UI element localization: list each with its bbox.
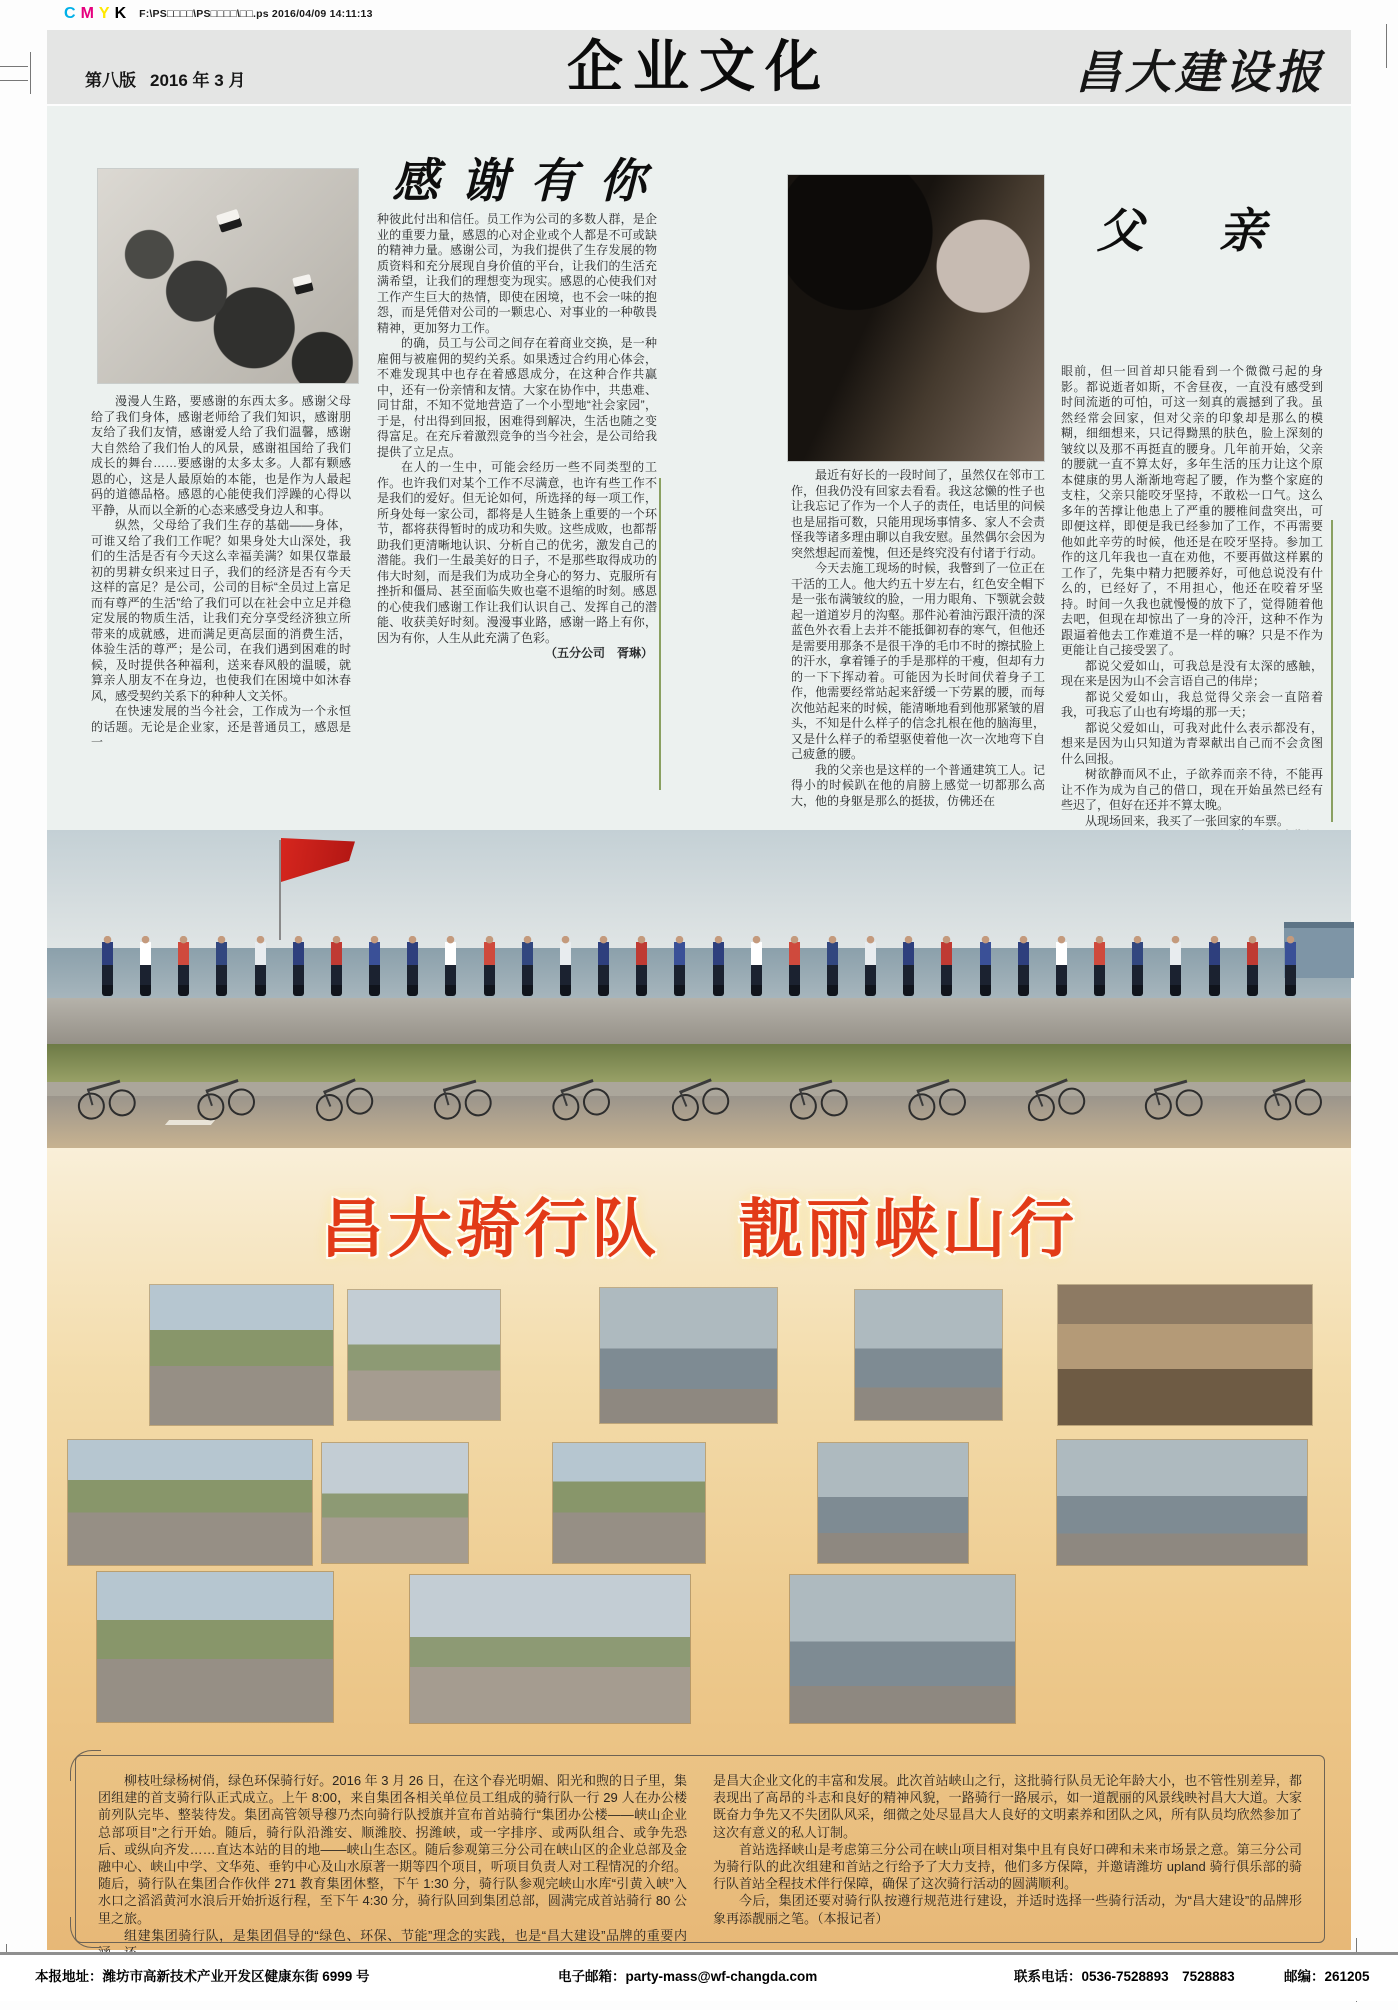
paragraph: 首站选择峡山是考虑第三分公司在峡山项目相对集中且有良好口碑和未来市场景之意。第三分公司为骑行队的此次组建和首站之行给予了大力支持，他们多方保障，并邀请潍坊 upland 骑行俱乐部的骑行队首站全程技术伴行保障，确保了这次骑行活动的圆满顺利。 (713, 1841, 1302, 1892)
promenade-wall (47, 998, 1351, 1046)
report-column-2 (713, 1772, 1302, 1926)
footer-postcode (1284, 1965, 1370, 1985)
bicycle-frame (1154, 1080, 1191, 1106)
footer-address-value: 潍坊市高新技术产业开发区健康东街 6999 号 (102, 1969, 370, 1984)
masthead (47, 30, 1351, 104)
yellow-mark: Y (98, 5, 110, 22)
footer-postcode-value: 261205 (1324, 1969, 1370, 1984)
cyclist-figure (1018, 936, 1029, 996)
footer-address-label: 本报地址： (35, 1969, 103, 1984)
bicycle-frame (443, 1080, 480, 1106)
cyclist-figure (407, 936, 418, 996)
cyclist-figure (178, 936, 189, 996)
feature-section (47, 1148, 1351, 1950)
cyclist-figure (484, 936, 495, 996)
edition-and-date (85, 66, 259, 91)
section-title: 企业文化 (567, 35, 831, 98)
cyclist-figure (827, 936, 838, 996)
bicycle-icon (431, 1073, 493, 1121)
crop-mark (30, 52, 31, 94)
paragraph: 从现场回来，我买了一张回家的车票。 (1085, 813, 1290, 828)
bicycle-frame (917, 1079, 955, 1106)
cyclist-figure (980, 936, 991, 996)
footer-phone-label: 联系电话： (1014, 1969, 1082, 1984)
cyclist-figure (102, 936, 113, 996)
bicycle-frame (323, 1078, 361, 1106)
cyclist-figure (445, 936, 456, 996)
gallery-photo-2 (348, 1290, 500, 1420)
cyclist-figure (789, 936, 800, 996)
flag-pole (279, 840, 281, 940)
bicycle-frame (561, 1079, 599, 1106)
article-right-column-2 (1061, 364, 1323, 828)
gallery-photo-6 (68, 1440, 312, 1565)
article-right-column-1 (791, 468, 1045, 824)
bicycle-icon (75, 1073, 137, 1121)
paragraph: 在人的一生中，可能会经历一些不同类型的工作。也许我们对某个工作不尽满意，也许有些工作不是我们的爱好。但无论如何，所选择的每一项工作，所身处每一家公司，都将是人生链条上重要的一个环节，都将获得暂时的成功和失败。这些成败，也都帮助我们更清晰地认识、分析自己的优劣，激发自己的潜能。我们一生最美好的日子，不是那些取得成功的伟大时刻，而是我们为成功全身心的努力、克服所有挫折和僵局、甚至面临失败也毫不退缩的时刻。感恩的心使我们感谢工作让我们认识自己、发挥自己的潜能、收获美好时刻。漫漫事业路，感谢一路上有你，因为有你，人生从此充满了色彩。 (377, 460, 657, 645)
paragraph: 都说父爱如山，我总觉得父亲会一直陪着我，可我忘了山也有垮塌的那一天； (1061, 689, 1323, 719)
bicycle-icon (787, 1073, 849, 1121)
gallery-photo-12 (410, 1575, 690, 1723)
footer-phone-value: 0536-7528893 7528883 (1081, 1969, 1235, 1984)
cyclist-figure (1094, 936, 1105, 996)
cyclist-figure (560, 936, 571, 996)
cyclist-figure (216, 936, 227, 996)
gallery-photo-1 (150, 1285, 333, 1425)
gallery-photo-13 (790, 1575, 1015, 1723)
crop-mark (0, 80, 28, 81)
cyclist-figure (903, 936, 914, 996)
bicycle-frame (1035, 1078, 1073, 1106)
footer-postcode-label: 邮编： (1284, 1969, 1325, 1984)
cyclist-figure (369, 936, 380, 996)
headline-part-1: 昌大骑行队 (320, 1193, 660, 1265)
bicycle-icon (1142, 1073, 1204, 1121)
footer-address (35, 1965, 370, 1985)
paragraph: 漫漫人生路，要感谢的东西太多。感谢父母给了我们身体，感谢老师给了我们知识，感谢朋友给了我们友情，感谢爱人给了我们温馨，感谢大自然给了我们怡人的风景，感谢祖国给了我们成长的舞台……要感谢的太多太多。人都有颗感恩的心，这是人最原始的本能，也是作为人最起码的道德品格。感恩的心能使我们浮躁的心得以平静，从而以全新的心态来感受身边人和事。 (91, 394, 351, 517)
bicycle-icon (548, 1072, 612, 1123)
paragraph: 种彼此付出和信任。员工作为公司的多数人群，是企业的重要力量，感恩的心对企业或个人都是不可或缺的精神力量。感谢公司，为我们提供了生存发展的物质资料和充分展现自身价值的平台，让我们的生活充满希望，让我们的理想变为现实。感恩的心使我们对工作产生巨大的热情，即使在困境，也不会一味的抱怨，而是凭借对公司的一颗忠心、对事业的一种敬畏精神，更加努力工作。 (377, 212, 657, 335)
cyclist-figure (1285, 936, 1296, 996)
headline-part-2: 靓丽峡山行 (738, 1193, 1078, 1265)
issue-date: 2016 年 3 月 (150, 71, 246, 90)
print-file-info: F:\PS□□□□\PS□□□□\□□.ps 2016/04/09 14:11:13 (139, 8, 373, 20)
cyclist-figure (140, 936, 151, 996)
cyclist-figure (255, 936, 266, 996)
paragraph: 我的父亲也是这样的一个普通建筑工人。记得小的时候趴在他的肩膀上感觉一切都那么高大，他的身躯是那么的挺拔，仿佛还在 (791, 762, 1045, 808)
paragraph: 柳枝吐绿杨树俏，绿色环保骑行好。2016 年 3 月 26 日，在这个春光明媚、阳光和煦的日子里，集团组建的首支骑行队正式成立。上午 8:00，来自集团各相关单位员工组成的骑行队一行 29 人在办公楼前列队完毕、整装待发。集团高管领导穆乃杰向骑行队授旗并宣布首站骑行“集团办公楼——峡山企业总部项目”之行开始。随后，骑行队沿潍安、顺潍胶、拐潍峡，或一字排序、或两队组合、或争先恐后、或纵向齐发……直达本站的目的地——峡山生态区。随后参观第三分公司在峡山区的企业总部及金融中心、峡山中学、文华苑、垂钓中心及山水原著一期等四个项目，听项目负责人对工程情况的介绍。随后，骑行队在集团合作伙伴 271 教育集团休整，下午 1:30 分，骑行队参观完峡山水库“引黄入峡”入水口之滔滔黄河水浪后开始折返行程，至下午 4:30 分，骑行队回到集团总部，圆满完成首站骑行 80 公里之旅。 (98, 1773, 687, 1926)
cyclist-figure (674, 936, 685, 996)
cyclist-figure (941, 936, 952, 996)
bicycle-icon (310, 1070, 375, 1123)
bicycle-frame (205, 1079, 243, 1106)
paragraph: 组建集团骑行队，是集团倡导的“绿色、环保、节能”理念的实践，也是“昌大建设”品牌的重要内 (124, 1927, 687, 1943)
cyclist-figure (293, 936, 304, 996)
black-mark: K (114, 5, 127, 22)
article-left-byline: （五分公司 胥琳） (544, 646, 653, 660)
paragraph: 是昌大企业文化的丰富和发展。此次首站峡山之行，这批骑行队员无论年龄大小，也不管性别差异，都表现出了高昂的斗志和良好的精神风貌，一路骑行一路展示，如一道靓丽的风景线映衬昌大大道。大家既奋力争先又不失团队风采，细微之处尽显昌大人良好的文明素养和团队之风，所有队员均欣然参加了这次有意义的私人订制。 (713, 1773, 1302, 1840)
cyclist-figure (636, 936, 647, 996)
bicycle-icon (904, 1072, 968, 1123)
headline (47, 1178, 1351, 1270)
cyclist-figure (1170, 936, 1181, 996)
cyclist-figure (331, 936, 342, 996)
bicycle-icon (193, 1072, 257, 1123)
bicycle-icon (666, 1070, 731, 1123)
gallery-photo-9 (818, 1443, 968, 1563)
paper-name-calligraphy: 昌大建设报 (1075, 45, 1325, 99)
footer-bar (0, 1952, 1398, 2001)
paragraph: 树欲静而风不止，子欲养而亲不待，不能再让不作为成为自己的借口，现在开始虽然已经有些迟了，但好在还并不算太晚。 (1061, 767, 1323, 812)
cyclist-figure (1247, 936, 1258, 996)
edition-number: 第八版 (85, 71, 136, 90)
gallery-photo-11 (97, 1572, 333, 1722)
bicycle-frame (1272, 1079, 1310, 1106)
gallery-photo-10 (1057, 1440, 1307, 1565)
gallery-photo-8 (553, 1443, 705, 1563)
article-left-column-2 (377, 212, 657, 788)
footer-email (558, 1965, 817, 1985)
column-divider-rule (1331, 520, 1333, 822)
paragraph: 在快速发展的当今社会，工作成为一个永恒的话题。无论是企业家，还是普通员工，感恩是一 (91, 704, 351, 749)
cyclist-figure (1056, 936, 1067, 996)
bicycle-icon (1022, 1070, 1087, 1123)
cyclist-figure (751, 936, 762, 996)
bicycle-icon (1260, 1072, 1324, 1123)
print-proof-bar (64, 0, 373, 28)
cyclists-row (102, 932, 1296, 996)
cyclist-figure (598, 936, 609, 996)
bicycle-frame (87, 1080, 124, 1106)
cyclist-figure (713, 936, 724, 996)
paragraph: 今后，集团还要对骑行队按遵行规范进行建设，并适时选择一些骑行活动，为“昌大建设”的品牌形象再添靓丽之笔。（本报记者） (713, 1893, 1302, 1926)
report-column-1 (98, 1772, 687, 1943)
gallery-photo-4 (855, 1290, 1002, 1420)
cyan-mark: C (64, 5, 76, 22)
paragraph: 眼前，但一回首却只能看到一个微微弓起的身影。都说逝者如斯，不舍昼夜，一直没有感受到时间流逝的可怕，可这一刻真的震撼到了我。虽然经常会回家，但对父亲的印象却是那么的模糊，细细想来，只记得黝黑的肤色，脸上深刻的皱纹以及那不再挺直的腰身。几年前开始，父亲的腰就一直不算太好，多年生活的压力让这个原本健康的男人渐渐地弯起了腰，作为整个家庭的支柱，父亲只能咬牙坚持，不敢松一口气。这么多年的苦撑让他患上了严重的腰椎间盘突出，可即便这样，即便是我已经参加了工作，不再需要他如此辛劳的时候，他还是在咬牙坚持。参加工作的这几年我也一直在劝他，不要再做这样累的工作了，先集中精力把腰养好，可他总说没有什么的，已经好了，不用担心，他还在咬着牙坚持。时间一久我也就慢慢的放下了，觉得随着他去吧，但现在却惊出了一身的冷汗，这种不作为跟逼着他去工作难道不是一样的嘛？只是不作为更能让自己接受罢了。 (1061, 364, 1323, 657)
father-portrait-photo (787, 174, 1045, 462)
crop-mark (0, 66, 28, 67)
paragraph: 最近有好长的一段时间了，虽然仅在邻市工作，但我仍没有回家去看看。我这忿懒的性子也让我忘记了作为一个人子的责任，电话里的问候也是屈指可数，只能用现场事情多、家人不会责怪我等诸多理由聊以自我安慰。虽然偶尔会因为突然想起而羞愧，但还是终究没有付诸于行动。 (791, 468, 1045, 560)
bicycle-frame (679, 1078, 717, 1106)
footer-email-label: 电子邮箱： (558, 1969, 626, 1984)
gallery-photo-7 (322, 1443, 468, 1563)
gears-businessmen-photo (97, 168, 359, 384)
gallery-photo-5 (1058, 1285, 1312, 1425)
article-left-title: 感谢有你 (392, 154, 668, 209)
paragraph: 的确，员工与公司之间存在着商业交换，是一种雇佣与被雇佣的契约关系。如果透过合约用心体会，不难发现其中也存在着感恩成分，在这种合作共赢中，还有一份亲情和友情。大家在协作中，共患难、同甘甜，不知不觉地营造了一个小型地“社会家园”，于是，付出得到回报，困难得到解决，生活也随之变得富足。在充斥着激烈竞争的当今社会，是公司给我提供了立足点。 (377, 336, 657, 459)
column-divider-rule (659, 478, 661, 790)
cyclist-figure (1209, 936, 1220, 996)
gallery-photo-3 (600, 1288, 777, 1423)
article-left-column-1 (91, 394, 351, 790)
footer-phone (1014, 1965, 1235, 1985)
magenta-mark: M (80, 5, 94, 22)
article-right-title: 父 亲 (1096, 204, 1280, 259)
crop-mark (1386, 24, 1387, 68)
report-text-box (75, 1755, 1325, 1943)
cycling-team-group-photo (47, 830, 1351, 1148)
articles-section (47, 106, 1351, 830)
cyclist-figure (865, 936, 876, 996)
bicycle-frame (798, 1080, 835, 1106)
paragraph: 都说父爱如山，可我对此什么表示都没有，想来是因为山只知道为青翠献出自己而不会贪图什么回报。 (1061, 720, 1323, 766)
cyclist-figure (522, 936, 533, 996)
paragraph: 纵然，父母给了我们生存的基础——身体，可谁又给了我们工作呢？如果身处大山深处，我们的生活是否有今天这么幸福美满？如果仅靠最初的男耕女织来过日子，我们的经济是否有今天这样的富足？是公司，公司的目标“全员过上富足而有尊严的生活”给了我们可以在社会中立足并稳定发展的物质生活，让我们充分享受经济独立所带来的成就感，进而满足更高层面的消费生活，体验生活的尊严；是公司，在我们遇到困难的时候，及时提供各种福利，送来春风般的温暖，就算亲人朋友不在身边，也使我们在困境中如沐春风，感受契约关系下的种种人文关怀。 (91, 518, 351, 703)
paragraph: 今天去施工现场的时候，我瞥到了一位正在干活的工人。他大约五十岁左右，红色安全帽下是一张布满皱纹的脸，一用力眼角、下颚就会鼓起一道道岁月的沟壑。那件沁着油污跟汗渍的深蓝色外衣看上去并不能抵御初春的寒气，但他还是需要用那条不是很干净的毛巾不时的擦拭脸上的汗水，拿着锤子的手是那样的干瘦，但却有力的一下下挥动着。可能因为长时间伏着身子工作，他需要经常站起来舒缓一下劳累的腰，而每次他站起来的时候，能清晰地看到他那紧皱的眉头，不知是什么样子的信念扎根在他的脑海里，又是什么样子的希望驱使着他一次一次地弯下自己疲惫的腰。 (791, 561, 1045, 761)
parked-bikes-row (77, 1064, 1321, 1118)
paragraph: 都说父爱如山，可我总是没有太深的感触，现在来是因为山不会言语自己的伟岸； (1061, 658, 1323, 688)
cyclist-figure (1132, 936, 1143, 996)
footer-email-value: party-mass@wf-changda.com (625, 1969, 818, 1984)
cmyk-marks (64, 5, 131, 23)
